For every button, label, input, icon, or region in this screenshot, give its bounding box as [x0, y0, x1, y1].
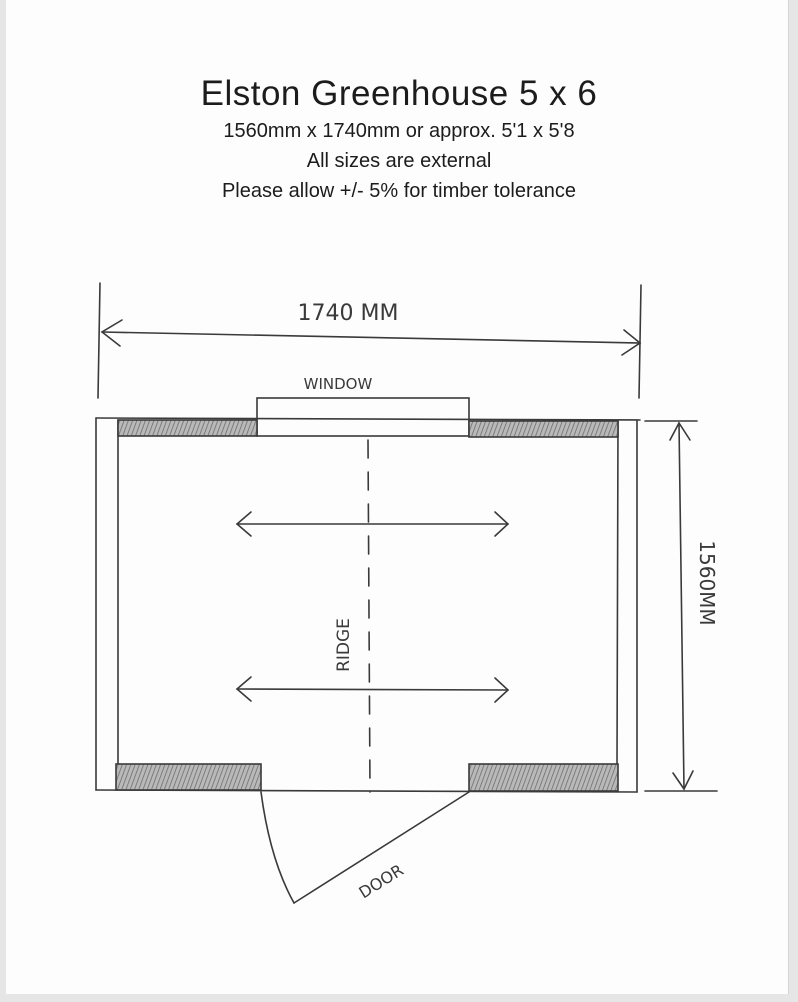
window-label: WINDOW: [303, 375, 373, 393]
width-dimension-line: [102, 332, 640, 343]
door-label: DOOR: [355, 860, 407, 903]
ridge-line: [368, 440, 370, 792]
wall-section-bottom-left: [116, 764, 261, 790]
wall-section-top-left: [118, 420, 257, 436]
door-swing-arc: [261, 792, 294, 903]
depth-label: 1560MM: [695, 540, 719, 626]
title: Elston Greenhouse 5 x 6: [200, 74, 598, 113]
subtitle-external: All sizes are external: [306, 150, 492, 172]
window-frame: [257, 398, 469, 436]
wall-right-inner: [617, 421, 618, 765]
ridge-label: RIDGE: [334, 618, 354, 672]
roof-arrow-lower-shaft: [237, 689, 508, 690]
roof-arrow-upper: [237, 512, 508, 536]
width-ext-line-left: [98, 283, 100, 398]
depth-dimension-line: [679, 423, 684, 789]
subtitle-dimensions: 1560mm x 1740mm or approx. 5'1 x 5'8: [223, 120, 575, 142]
wall-section-top-right: [469, 421, 618, 437]
roof-arrow-lower: [237, 677, 508, 702]
depth-arrow-top: [670, 423, 690, 440]
wall-section-bottom-right: [469, 764, 618, 791]
width-label: 1740 MM: [297, 301, 399, 326]
subtitle-tolerance: Please allow +/- 5% for timber tolerance: [221, 180, 577, 202]
